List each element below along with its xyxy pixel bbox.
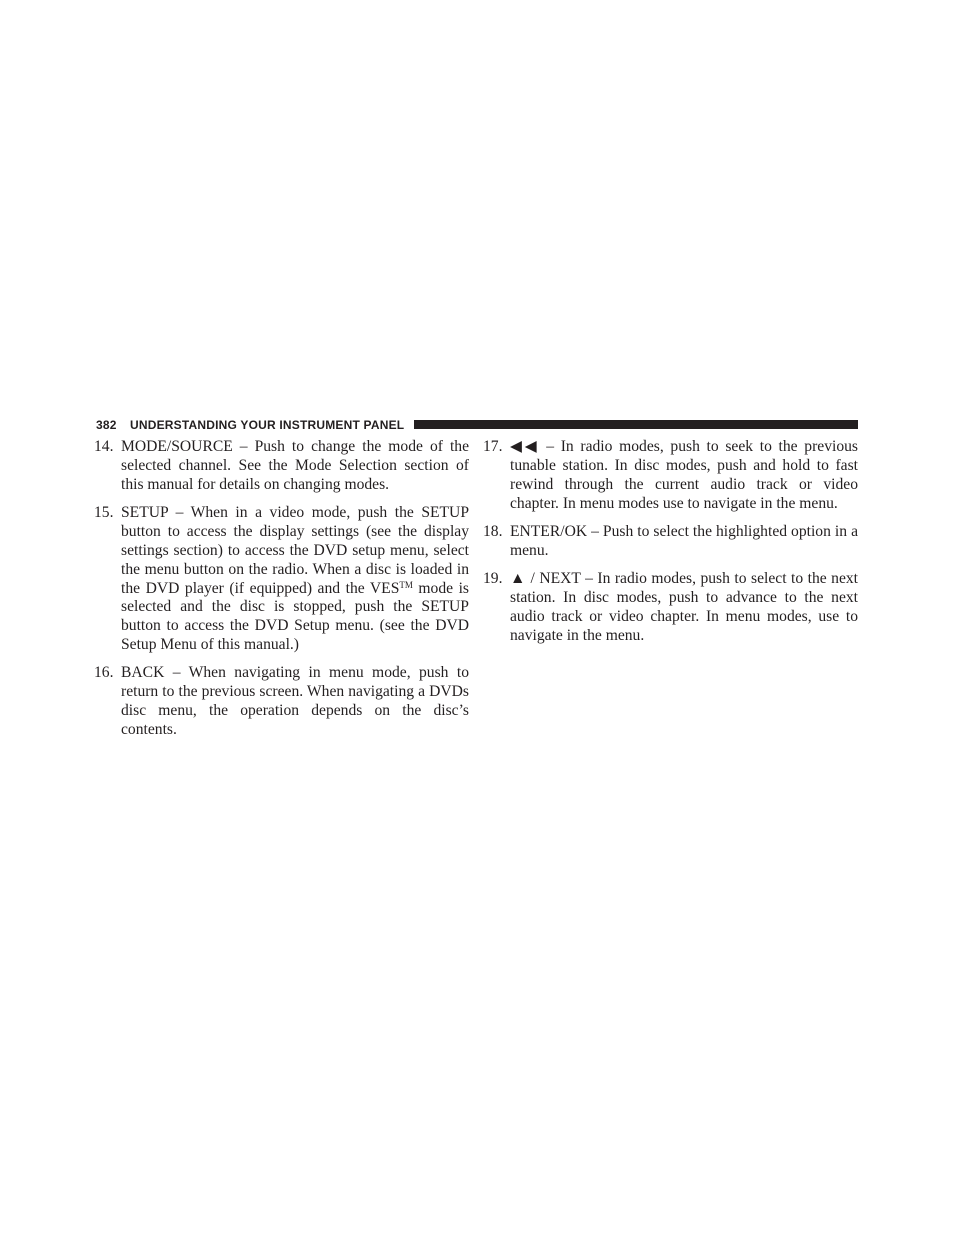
list-item-18 (483, 523, 858, 561)
list-item-15 (94, 504, 469, 655)
header-rule (414, 420, 858, 429)
list-item-19 (483, 570, 858, 646)
item-text-part: mode is selected and the disc is stopped, push the SETUP button to access the DVD Setup menu. (see the DVD Setup Menu of this manual.) (121, 579, 469, 654)
item-number: 16. (94, 664, 114, 682)
running-header (96, 417, 858, 433)
item-text: BACK – When navigating in menu mode, push to return to the previous screen. When navigating a DVDs disc menu, the operation depends on the disc’s contents. (121, 664, 469, 739)
item-text (121, 504, 469, 655)
item-text: ENTER/OK – Push to select the highlighted option in a menu. (510, 522, 858, 559)
trademark-symbol: TM (399, 579, 413, 590)
item-text-part: SETUP – When in a video mode, push the SETUP button to access the display settings (see the display settings section) to access the DVD setup menu, select the menu button on the radio. When a disc is loaded in the DVD player (if equipped) and the VES (121, 503, 469, 597)
item-text: ◀◀ – In radio modes, push to seek to the previous tunable station. In disc modes, push and hold to fast rewind through the current audio track or video chapter. In menu modes use to navigate in the menu. (510, 438, 858, 512)
left-column (94, 438, 469, 749)
item-number: 14. (94, 438, 114, 455)
item-number: 15. (94, 503, 114, 521)
item-number: 17. (483, 438, 503, 455)
right-column (483, 438, 858, 655)
list-item-14 (94, 438, 469, 495)
item-text: MODE/SOURCE – Push to change the mode of the selected channel. See the Mode Selection section of this manual for details on changing modes. (121, 438, 469, 493)
item-number: 18. (483, 522, 503, 540)
page-number: 382 (96, 418, 117, 432)
list-item-16 (94, 664, 469, 740)
list-item-17 (483, 438, 858, 514)
section-title: UNDERSTANDING YOUR INSTRUMENT PANEL (130, 418, 405, 432)
item-text: ▲ / NEXT – In radio modes, push to select to the next station. In disc modes, push to advance to the next audio track or video chapter. In menu modes, use to navigate in the menu. (510, 569, 858, 644)
item-number: 19. (483, 569, 503, 587)
